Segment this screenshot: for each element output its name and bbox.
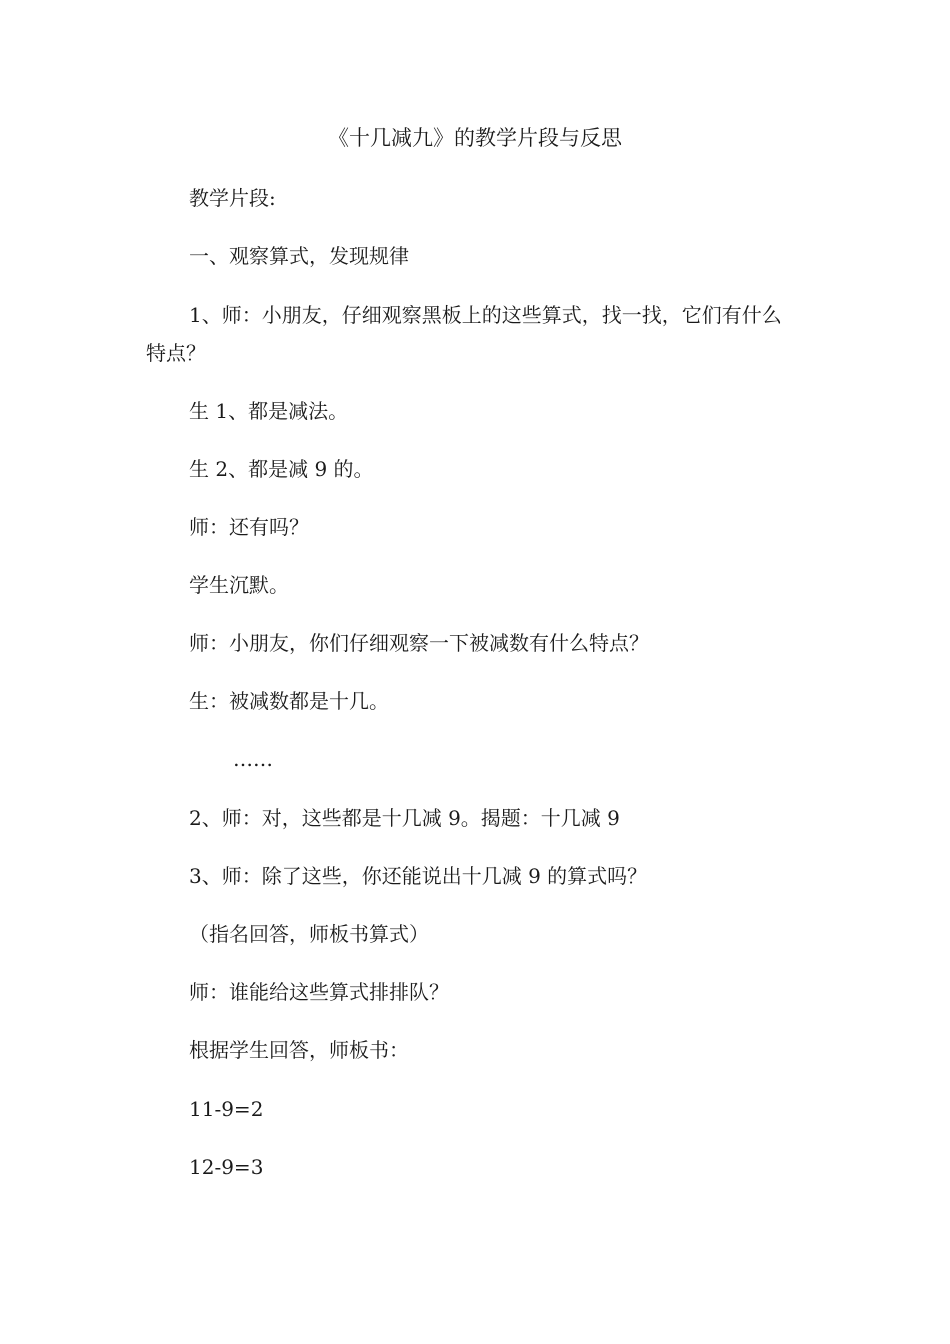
paragraph-students-silent: 学生沉默。 (189, 573, 289, 597)
paragraph-student-answer: 生：被减数都是十几。 (189, 689, 389, 713)
document-title: 《十几减九》的教学片段与反思 (328, 126, 622, 150)
paragraph-student-2: 生 2、都是减 9 的。 (189, 457, 374, 481)
paragraph-board-writing: 根据学生回答，师板书： (189, 1038, 409, 1062)
paragraph-naming-note: （指名回答，师板书算式） (189, 922, 429, 946)
equation-line: 11-9=2 (189, 1097, 264, 1121)
paragraph-teacher-order: 师：谁能给这些算式排排队？ (189, 980, 449, 1004)
paragraph-student-1: 生 1、都是减法。 (189, 399, 349, 423)
paragraph-heading-one: 一、观察算式，发现规律 (189, 244, 409, 268)
equation-line: 12-9=3 (189, 1155, 264, 1179)
paragraph-teacher-question-1-cont: 特点？ (146, 341, 206, 365)
paragraph-teacher-more: 师：还有吗？ (189, 515, 309, 539)
paragraph-section-label: 教学片段: (189, 186, 276, 210)
paragraph-ellipsis: …… (233, 747, 273, 771)
paragraph-teacher-topic: 2、师：对，这些都是十几减 9。揭题：十几减 9 (189, 806, 620, 830)
paragraph-teacher-minuend: 师：小朋友，你们仔细观察一下被减数有什么特点？ (189, 631, 649, 655)
paragraph-teacher-question-1: 1、师：小朋友，仔细观察黑板上的这些算式，找一找，它们有什么 (189, 303, 782, 327)
paragraph-teacher-question-3: 3、师：除了这些，你还能说出十几减 9 的算式吗？ (189, 864, 648, 888)
